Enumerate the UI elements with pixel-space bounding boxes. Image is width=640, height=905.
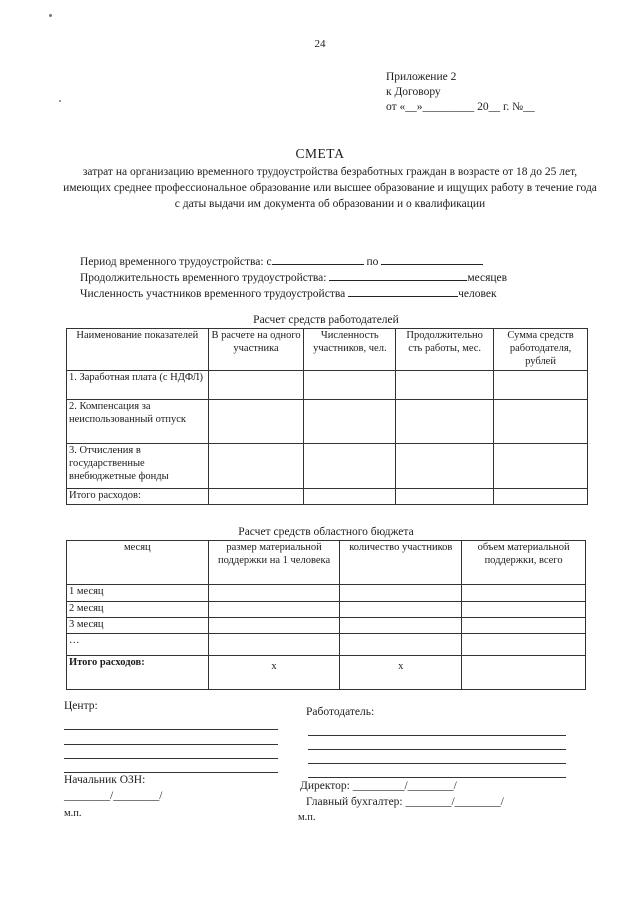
table-cell[interactable] (340, 602, 462, 618)
appendix-line-1: Приложение 2 (386, 71, 457, 83)
center-line[interactable] (64, 729, 278, 730)
budget-row-ellipsis: … (67, 634, 209, 656)
employer-table-caption: Расчет средств работодателей (253, 314, 399, 326)
center-line[interactable] (64, 772, 278, 773)
scan-speck (59, 100, 61, 102)
table-cell[interactable] (462, 618, 586, 634)
count-unit: человек (458, 288, 497, 300)
table-cell[interactable] (462, 656, 586, 690)
table-row (67, 585, 586, 602)
budget-header-total-support: объем материальной поддержки, всего (462, 541, 586, 585)
table-cell[interactable] (208, 371, 304, 400)
period-to-blank (381, 254, 483, 265)
table-cell[interactable] (304, 371, 396, 400)
table-cell[interactable] (396, 489, 494, 505)
employer-table-header (67, 329, 588, 371)
center-label: Центр: (64, 700, 98, 712)
table-cell[interactable] (462, 602, 586, 618)
table-cell[interactable] (304, 489, 396, 505)
table-cell[interactable] (396, 371, 494, 400)
period-label: Период временного трудоустройства: (80, 256, 264, 268)
duration-line (80, 270, 507, 286)
duration-blank (329, 270, 467, 281)
table-cell[interactable] (304, 444, 396, 489)
budget-table-caption: Расчет средств областного бюджета (238, 526, 414, 538)
table-cell[interactable] (208, 585, 340, 602)
director-signature[interactable]: Директор: _________/________/ (300, 780, 457, 792)
budget-row-month: 1 месяц (67, 585, 209, 602)
table-row (67, 489, 588, 505)
table-cell[interactable] (208, 602, 340, 618)
scan-speck (49, 14, 52, 17)
document-subtitle: затрат на организацию временного трудоустройства безработных граждан в возрасте от 18 до 25 лет, имеющих среднее профессиональное образование или высшее образование и ищущих работу в течение года с даты выдачи им документа об образовании и о квалификации (63, 166, 597, 210)
table-cell[interactable] (494, 400, 588, 444)
ozn-head-label: Начальник ОЗН: (64, 774, 146, 786)
employer-label: Работодатель: (306, 706, 375, 718)
period-to: по (366, 256, 379, 268)
duration-label: Продолжительность временного трудоустройства: (80, 272, 327, 284)
table-cell[interactable] (494, 489, 588, 505)
count-blank (348, 286, 458, 297)
table-cell[interactable] (208, 489, 304, 505)
page-number: 24 (314, 38, 326, 50)
table-row (67, 400, 588, 444)
period-block (80, 254, 507, 302)
count-label: Численность участников временного трудоустройства (80, 288, 346, 300)
employer-header-name: Наименование показателей (67, 329, 209, 371)
budget-header-support-per-person: размер материальной поддержки на 1 человека (208, 541, 340, 585)
period-from: с (266, 256, 272, 268)
appendix-line-3: от «__»_________ 20__ г. №__ (386, 101, 535, 113)
employer-header-sum: Сумма средств работодателя, рублей (494, 329, 588, 371)
period-from-blank (272, 254, 364, 265)
budget-table (66, 540, 586, 690)
table-row (67, 444, 588, 489)
budget-header-month: месяц (67, 541, 209, 585)
budget-table-header (67, 541, 586, 585)
table-cell[interactable] (462, 585, 586, 602)
accountant-signature[interactable]: Главный бухгалтер: ________/________/ (306, 796, 504, 808)
budget-row-month: 3 месяц (67, 618, 209, 634)
employer-table (66, 328, 588, 505)
budget-total-mark: х (340, 656, 462, 690)
table-cell[interactable] (340, 634, 462, 656)
appendix-line-2: к Договору (386, 86, 441, 98)
employer-header-duration: Продолжительно сть работы, мес. (396, 329, 494, 371)
employer-header-per-participant: В расчете на одного участника (208, 329, 304, 371)
count-line (80, 286, 507, 302)
employer-line[interactable] (308, 763, 566, 764)
table-cell[interactable] (494, 444, 588, 489)
table-row (67, 634, 586, 656)
table-cell[interactable] (340, 618, 462, 634)
employer-line[interactable] (308, 749, 566, 750)
employer-row-label: 1. Заработная плата (с НДФЛ) (67, 371, 209, 400)
employer-line[interactable] (308, 777, 566, 778)
employer-line[interactable] (308, 735, 566, 736)
table-row (67, 602, 586, 618)
table-cell[interactable] (208, 444, 304, 489)
appendix-block (386, 70, 535, 115)
table-cell[interactable] (340, 585, 462, 602)
budget-total-mark: х (208, 656, 340, 690)
ozn-signature-line[interactable]: ________/________/ (64, 790, 163, 802)
table-row (67, 618, 586, 634)
employer-row-total: Итого расходов: (67, 489, 209, 505)
table-cell[interactable] (304, 400, 396, 444)
center-line[interactable] (64, 744, 278, 745)
employer-header-count: Численность участников, чел. (304, 329, 396, 371)
stamp-place-left: м.п. (64, 808, 82, 819)
budget-header-participants: количество участников (340, 541, 462, 585)
table-cell[interactable] (208, 634, 340, 656)
table-cell[interactable] (208, 618, 340, 634)
period-line (80, 254, 507, 270)
table-row (67, 371, 588, 400)
table-cell[interactable] (462, 634, 586, 656)
budget-row-total: Итого расходов: (67, 656, 209, 690)
employer-row-label: 3. Отчисления в государственные внебюджетные фонды (67, 444, 209, 489)
table-cell[interactable] (396, 400, 494, 444)
table-cell[interactable] (494, 371, 588, 400)
employer-row-label: 2. Компенсация за неиспользованный отпуск (67, 400, 209, 444)
center-line[interactable] (64, 758, 278, 759)
document-title: СМЕТА (295, 146, 345, 161)
duration-unit: месяцев (467, 272, 508, 284)
budget-row-month: 2 месяц (67, 602, 209, 618)
table-row (67, 656, 586, 690)
stamp-place-right: м.п. (298, 812, 316, 823)
table-cell[interactable] (396, 444, 494, 489)
table-cell[interactable] (208, 400, 304, 444)
